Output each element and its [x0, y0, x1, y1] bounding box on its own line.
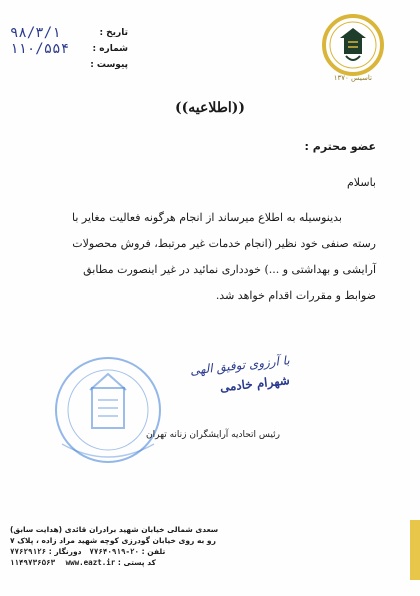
body-line: ضوابط و مقررات اقدام خواهد شد.	[215, 289, 376, 302]
signature-line-1: با آرزوی توفیق الهی	[189, 353, 291, 378]
logo-est-text: تاسیس ۱۳۷۰	[333, 74, 372, 82]
phone-value: ۷۷۶۴۰۹۱۹-۲۰	[89, 547, 140, 556]
date-label: تاریخ :	[99, 28, 128, 38]
body-line: آرایشی و بهداشتی و ...) خودداری نمائید در غیر اینصورت مطابق	[83, 263, 376, 276]
signature-block	[120, 353, 291, 396]
footer-accent-strip	[410, 520, 420, 580]
postcode-line	[10, 557, 370, 568]
postcode-value: ۱۱۴۹۷۳۶۵۶۳	[10, 558, 56, 567]
fax-value: ۷۷۶۲۹۱۲۶	[10, 547, 47, 556]
signatory-title: رئیس اتحادیه آرایشگران زنانه تهران	[146, 430, 280, 440]
letter-footer	[0, 520, 420, 596]
body-line: بدینوسیله به اطلاع میرساند از انجام هرگونه فعالیت مغایر با	[71, 211, 342, 224]
letter-body	[40, 205, 376, 309]
number-label: شماره :	[92, 44, 128, 54]
union-emblem-icon	[322, 14, 384, 76]
body-line: رسته صنفی خود نظیر (انجام خدمات غیر مرتبط، فروش محصولات	[72, 237, 376, 250]
letter-salutation: عضو محترم :	[304, 140, 376, 153]
attachment-row	[8, 60, 128, 76]
letter-title: ((اطلاعیه))	[175, 100, 245, 116]
phone-line	[10, 546, 370, 557]
signature-name: شهرام خادمی	[219, 373, 291, 395]
postcode-label: کد پستی :	[117, 558, 156, 567]
address-line-1: سعدی شمالی خیابان شهید برادران قائدی (هدایت سابق)	[10, 525, 219, 534]
letter-greeting: باسلام	[346, 176, 376, 189]
union-logo	[322, 14, 384, 76]
footer-address	[10, 524, 370, 568]
number-value: ۱۱۰/۵۵۴	[10, 41, 70, 57]
fax-label: دورنگار :	[48, 547, 82, 556]
number-row	[8, 41, 128, 60]
phone-label: تلفن :	[141, 547, 166, 556]
website-link[interactable]: www.eazt.ir	[65, 558, 116, 567]
attachment-label: پیوست :	[90, 60, 128, 70]
date-value: ۹۸/۳/۱	[10, 25, 61, 41]
address-line-2: رو به روی خیابان گودرزی کوچه شهید مراد زاده ، پلاک ۷	[10, 536, 216, 545]
letter-meta	[8, 25, 128, 76]
